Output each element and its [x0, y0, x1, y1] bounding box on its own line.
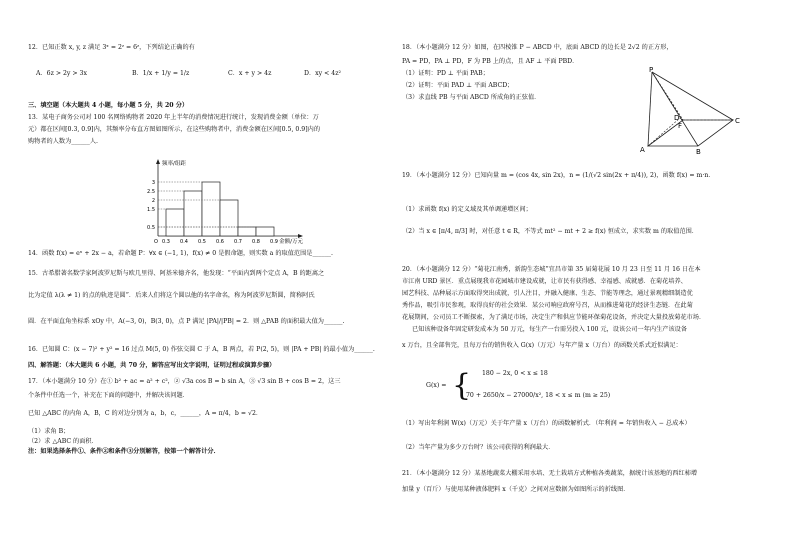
q20-line6: 已知该种设备年固定研发成本为 50 万元，每生产一台需另投入 100 元，设该公司一年内生产该设备	[412, 326, 688, 333]
left-column	[28, 0, 408, 550]
y-tick-label: 0.5	[147, 225, 155, 231]
q18-part2: （2）证明：平面 PAD ⊥ 平面 ABCD；	[402, 82, 514, 89]
q15-line3: 圆．在平面直角坐标系 xOy 中，A(−3, 0)，B(3, 0)，点 P 满足 |PA|/|PB| = 2．则 △PAB 的面积最大值为______.	[28, 318, 345, 325]
piecewise-function	[426, 364, 726, 410]
q17-part1: （1）求角 B；	[28, 428, 70, 435]
label-f: F	[678, 122, 683, 130]
y-tick-label: 2.5	[147, 189, 155, 195]
x-axis-label: 金额/万元	[279, 239, 303, 245]
y-axis-arrow-icon	[156, 159, 160, 164]
q20-line2: 市江南 URD 景区．重点展现我市花园城市建设成就，让市民有获得感、幸福感、成就感．在菊花培养、	[402, 278, 687, 285]
x-tick-label: 0.8	[252, 239, 260, 245]
brace-icon: {	[452, 368, 472, 403]
q18-line1: 18．（本小题满分 12 分）如图，在四棱锥 P − ABCD 中，底面 ABCD 的边长是 2√2 的正方形，	[402, 44, 673, 51]
histogram-bar	[184, 191, 202, 236]
piecewise-lhs: G(x) =	[426, 382, 447, 389]
edge-pc	[652, 72, 733, 120]
x-tick-label: 0.9	[270, 239, 278, 245]
q19-part2: （2）当 x ∈ [π/4, π/3] 时，对任意 t ∈ R，不等式 mt² − mt + 2 ≥ f(x) 恒成立，求实数 m 的取值范围．	[402, 228, 698, 235]
q13-line2: 元）都在区间[0.3, 0.9]内，其频率分布直方图如图所示，在这些购物者中，消费金额在区间[0.5, 0.9]内的	[28, 126, 321, 133]
q20-line4: 秀作品，吸引市民参观，取得良好的社会效果．某公司响应政府号召，从而推进菊花的经济生态链．在此菊	[402, 302, 693, 309]
q18-line2: PA = PD，PA ⊥ PD，F 为 PB 上的点，且 AF ⊥ 平面 PBD．	[402, 58, 579, 65]
q17-part2: （2）求 △ABC 的面积．	[28, 438, 98, 445]
piecewise-case2: 70 + 2650/x − 27000/x², 18 < x ≤ m (m ≥ 25)	[466, 392, 611, 399]
histogram-bar	[166, 209, 184, 236]
q20-part2: （2）当年产量为多少万台时？该公司获得的利润最大．	[402, 444, 555, 451]
histogram-bar	[256, 227, 274, 236]
q21-line2: 加量 y（百斤）与使用某种液体肥料 x（千克）之间对应数据为如图所示的折线图．	[402, 486, 630, 493]
piecewise-case1: 180 − 2x, 0 < x ≤ 18	[482, 370, 548, 377]
q18-part1: （1）证明：PD ⊥ 平面 PAB；	[402, 70, 489, 77]
q16-text: 16．已知圆 C：(x − 7)² + y² = 16 过点 M(5, 0) 作弦交圆 C 于 A，B 两点，若 P(2, 5)，则 |PA + PB| 的最小值为______.	[28, 346, 375, 353]
q12-option-b: B．1/x + 1/y = 1/z	[132, 70, 190, 77]
y-axis-label: 频率/组距	[162, 161, 186, 167]
x-tick-label: 0.7	[234, 239, 242, 245]
q20-line3: 园艺科技、品种展示方面取得突出成就，引人注目，并融入健康、生态、节能等理念，通过景观精细制造优	[402, 290, 693, 297]
histogram-bar	[238, 227, 256, 236]
x-tick-label: 0.5	[198, 239, 206, 245]
q21-line1: 21．（本小题满分 12 分）某基地蔬菜大棚采用水培、无土栽培方式种植各类蔬菜，据统计该基地的西红柿增	[402, 470, 698, 477]
q20-line1: 20．（本小题满分 12 分）“菊花江南秀，新韵生态城”宜昌市第 35 届菊花展 10 月 23 日至 11 月 16 日在本	[402, 266, 701, 273]
q19-part1: （1）求函数 f(x) 的定义域及其单调递增区间；	[402, 206, 532, 213]
q14-text: 14．函数 f(x) = eˣ + 2x − a，若命题 P：∀x ∈ (−1, 1)，f(x) ≠ 0 是假命题，则实数 a 的取值范围是______.	[28, 250, 333, 257]
q17-line3: 已知 △ABC 的内角 A，B，C 的对边分别为 a，b，c，______，A = π/4，b = √2．	[28, 410, 263, 417]
q17-line2: 个条件中任选一个，补充在下面的问题中，并解决该问题．	[28, 392, 189, 399]
x-tick-label: 0.6	[216, 239, 224, 245]
q17-note: 注：如果选择条件①、条件②和条件③分别解答，按第一个解答计分．	[28, 448, 220, 455]
histogram-bar	[202, 182, 220, 236]
histogram-chart	[128, 158, 303, 246]
label-p: P	[649, 66, 654, 74]
y-tick-label: 1.5	[147, 207, 155, 213]
q20-line5: 花展期间，公司员工不断探索，为了满足市场，决定生产和供应节能环保菊花设备，并决定大量投放菊花市场．	[402, 314, 706, 321]
q13-line1: 13．某电子商务公司对 100 名网络购物者 2020 年上半年的消费情况进行统计，发现消费金额（单位：万	[28, 114, 319, 121]
x-tick-label: 0.3	[162, 239, 170, 245]
histogram-bar	[220, 200, 238, 236]
base-square	[648, 120, 733, 146]
label-d: D	[674, 114, 680, 122]
q13-line3: 购物者的人数为______人.	[28, 138, 99, 145]
q19-line1: 19．（本小题满分 12 分）已知向量 m = (cos 4x, sin 2x)，n = (1/(√2 sin(2x + π/4)), 2)，函数 f(x) = m·n．	[402, 172, 715, 179]
y-tick-label: 2	[151, 198, 155, 204]
q12-option-a: A．6z > 2y > 3x	[36, 70, 87, 77]
section4-heading: 四、解答题：（本大题共 6 小题，共 70 分，解答应写出文字说明，证明过程或演算步骤）	[28, 362, 276, 369]
edge-pb	[652, 72, 698, 146]
y-tick-label: 3	[151, 180, 155, 186]
q12-stem: 12．已知正数 x, y, z 满足 3ˣ = 2ᶻ = 6ᶻ，下列结论正确的有	[28, 44, 195, 51]
section3-heading: 三、填空题（本大题共 4 小题，每小题 5 分，共 20 分）	[28, 102, 189, 109]
q15-line2: 比为定值 λ(λ ≠ 1) 的点的轨迹是圆”．后来人们将这个圆以他的名字命名，称为阿波罗尼斯圆，简称阿氏	[28, 292, 315, 299]
label-b: B	[696, 148, 701, 156]
q20-part1: （1）写出年利润 W(x)（万元）关于年产量 x（万台）的函数解析式．（年利润 = 年销售收入 − 总成本）	[402, 420, 691, 427]
q15-line1: 15．古希腊著名数学家阿波罗尼斯与欧几里得、阿基米德齐名，他发现：“平面内到两个定点 A，B 的距离之	[28, 270, 325, 277]
q12-option-c: C．x + y > 4z	[228, 70, 272, 77]
segment-af	[648, 118, 683, 146]
q18-part3: （3）求直线 PB 与平面 ABCD 所成角的正弦值．	[402, 94, 541, 101]
right-column	[402, 0, 782, 550]
q20-line7: x 万台，且全部售完，且每万台的销售收入 G(x)（万元）与年产量 x（万台）的函数关系式近似满足：	[402, 342, 682, 349]
pyramid-figure	[638, 66, 768, 156]
x-axis-arrow-icon	[298, 234, 303, 238]
x-tick-label: 0.4	[180, 239, 188, 245]
origin-label: O	[154, 239, 158, 245]
edge-pa	[648, 72, 652, 146]
q12-option-d: D．xy < 4z²	[304, 70, 341, 77]
label-c: C	[735, 117, 740, 125]
edge-pd	[652, 72, 683, 120]
label-a: A	[640, 146, 645, 154]
q17-line1: 17．（本小题满分 10 分）在① b² + ac = a² + c²，② √3a cos B = b sin A，③ √3 sin B + cos B = 2，这三	[28, 378, 341, 385]
